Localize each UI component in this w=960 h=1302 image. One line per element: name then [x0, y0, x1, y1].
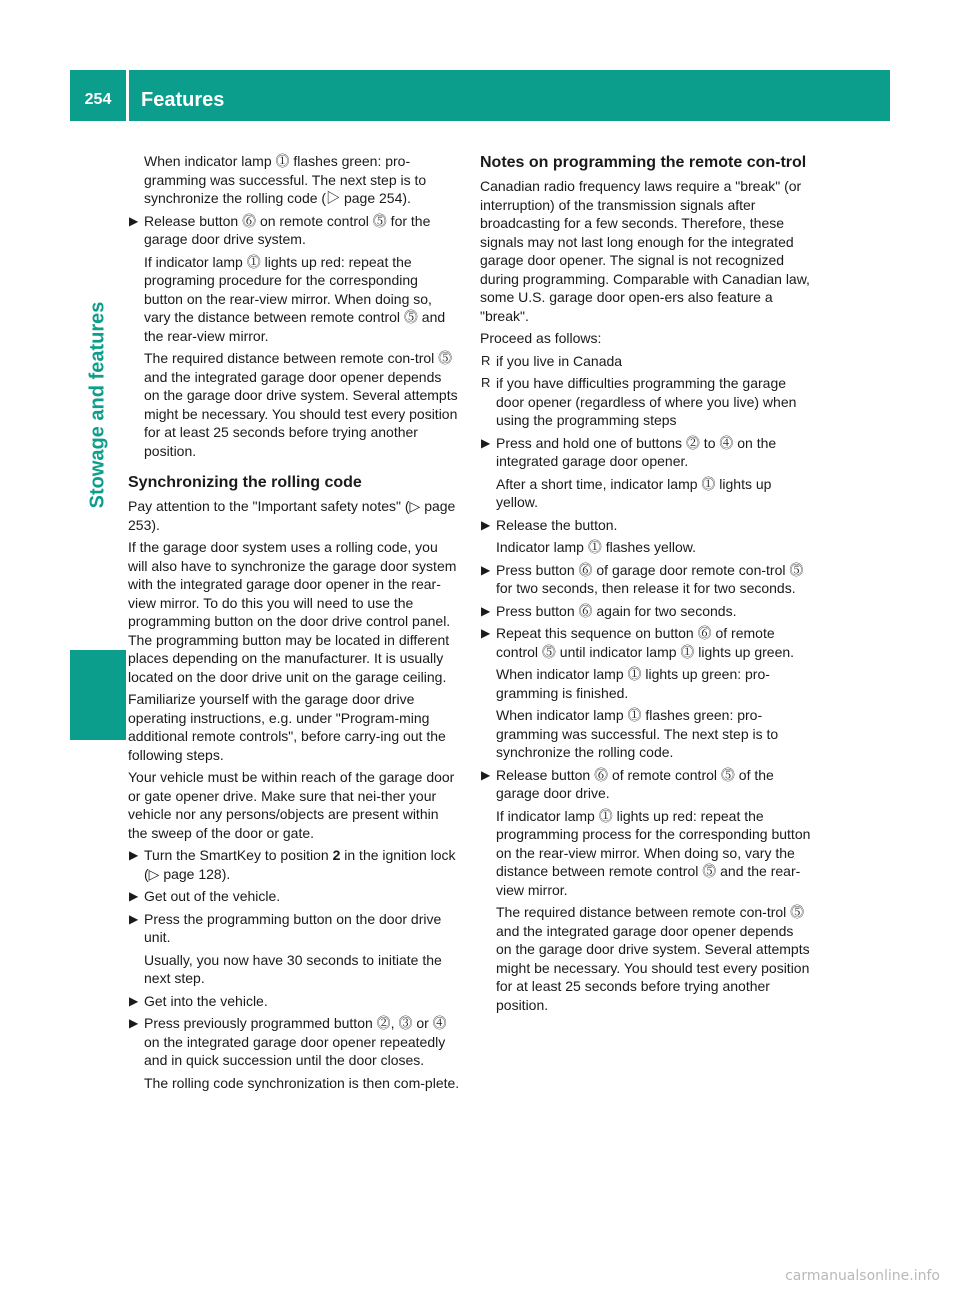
bullet-icon: R	[481, 375, 491, 390]
section-heading: Synchronizing the rolling code	[128, 474, 362, 491]
step-text: Press button ⓺ again for two seconds.	[496, 602, 737, 619]
continued-text: When indicator lamp ⓵ flashes green: pro-gramming was successful. The next step is to synchronize the rolling code (▷ page 254).	[144, 153, 427, 206]
page-title: Features	[141, 89, 225, 111]
page-number: 254	[84, 91, 112, 108]
section-side-tab	[70, 650, 126, 740]
paragraph: Canadian radio frequency laws require a "break" (or interruption) of the transmission signals after broadcasting for a few seconds. Therefore, these signals may not last long enough for the integrated garage door opener. The signal is not recognized during programming. Comparable with Canadian law, some U.S. garage door open-ers also feature a "break".	[480, 178, 810, 324]
step-item	[128, 212, 460, 249]
step-arrow-icon: ▶	[481, 562, 491, 577]
step-arrow-icon: ▶	[481, 626, 491, 640]
step-note: After a short time, indicator lamp ⓵ lights up yellow.	[496, 475, 772, 510]
step-note: Indicator lamp ⓵ flashes yellow.	[496, 539, 696, 555]
paragraph: Your vehicle must be within reach of the garage door or gate opener drive. Make sure that nei-ther your vehicle nor any persons/objects are present within the sweep of the door or gate.	[128, 769, 455, 841]
step-note: If indicator lamp ⓵ lights up red: repeat the programming process for the corresponding button on the rear-view mirror. When doing so, vary the distance between remote control ⓹ and the rear-view mirror.	[496, 807, 811, 898]
left-column	[128, 152, 460, 1096]
bullet-icon: R	[481, 352, 491, 368]
right-column	[480, 152, 812, 1018]
bullet-text: if you have difficulties programming the garage door opener (regardless of where you live) when using the programming steps	[496, 375, 797, 428]
step-text: Release the button.	[496, 516, 618, 533]
step-note: The rolling code synchronization is then com-plete.	[144, 1074, 460, 1091]
step-text-post: in the ignition lock (▷ page 128).	[144, 847, 456, 882]
watermark-text: carmanualsonline.info	[785, 1268, 940, 1284]
step-note: The required distance between remote con-trol ⓹ and the integrated garage door opener depends on the garage door drive system. Several attempts might be necessary. You should test every position for at least 25 seconds before trying another position.	[144, 350, 458, 459]
step-note: When indicator lamp ⓵ lights up green: pro-gramming is finished.	[496, 666, 770, 701]
paragraph: Proceed as follows:	[480, 330, 602, 346]
paragraph: Familiarize yourself with the garage door drive operating instructions, e.g. under "Program-ming additional remote controls", before carry-ing out the following steps.	[128, 691, 446, 763]
step-item	[480, 624, 812, 661]
step-text: Release button ⓺ of remote control ⓹ of the garage door drive.	[496, 766, 774, 801]
step-text: Get into the vehicle.	[144, 992, 268, 1009]
step-item	[480, 516, 812, 535]
section-heading: Notes on programming the remote con-trol	[480, 154, 807, 171]
step-arrow-icon: ▶	[129, 889, 139, 903]
step-item	[128, 1014, 460, 1070]
step-item	[128, 887, 460, 906]
step-item	[128, 910, 460, 947]
step-item	[480, 766, 812, 803]
step-arrow-icon: ▶	[481, 603, 491, 618]
paragraph: Pay attention to the "Important safety notes" (▷ page 253).	[128, 498, 456, 533]
step-note: The required distance between remote con-trol ⓹ and the integrated garage door opener depends on the garage door drive system. Several attempts might be necessary. You should test every position for at least 25 seconds before trying another position.	[496, 904, 810, 1013]
step-item	[480, 602, 812, 621]
bullet-item	[480, 352, 812, 371]
step-text-pre: Turn the SmartKey to position	[144, 847, 333, 863]
step-text: Get out of the vehicle.	[144, 888, 281, 904]
step-arrow-icon: ▶	[481, 767, 491, 782]
step-arrow-icon: ▶	[129, 848, 139, 862]
step-text: Press previously programmed button ⓶, ⓷ or ⓸ on the integrated garage door opener repeatedly and in quick succession until the door closes.	[144, 1015, 447, 1068]
step-item	[128, 846, 460, 883]
step-note: Usually, you now have 30 seconds to initiate the next step.	[144, 951, 442, 986]
step-item	[480, 434, 812, 471]
section-side-label: Stowage and features	[86, 301, 109, 509]
step-arrow-icon: ▶	[129, 213, 139, 228]
step-arrow-icon: ▶	[129, 993, 139, 1008]
step-text: Press button ⓺ of garage door remote con-trol ⓹ for two seconds, then release it for two seconds.	[496, 561, 804, 596]
step-text: Press and hold one of buttons ⓶ to ⓸ on the integrated garage door opener.	[496, 434, 777, 469]
step-item	[128, 992, 460, 1011]
step-arrow-icon: ▶	[129, 1016, 139, 1030]
step-item	[480, 561, 812, 598]
step-arrow-icon: ▶	[129, 911, 139, 926]
step-text: Repeat this sequence on button ⓺ of remote control ⓹ until indicator lamp ⓵ lights up green.	[496, 625, 795, 660]
header-divider	[126, 70, 129, 121]
step-arrow-icon: ▶	[481, 517, 491, 532]
step-note: When indicator lamp ⓵ flashes green: pro-gramming was successful. The next step is to synchronize the rolling code.	[496, 707, 779, 760]
ignition-position: 2	[332, 847, 341, 863]
step-note: If indicator lamp ⓵ lights up red: repeat the programing procedure for the corresponding button on the rear-view mirror. When doing so, vary the distance between remote control ⓹ and the rear-view mirror.	[144, 253, 446, 344]
step-text: Press the programming button on the door drive unit.	[144, 910, 442, 945]
step-text: Release button ⓺ on remote control ⓹ for the garage door drive system.	[144, 212, 431, 247]
bullet-item	[480, 374, 812, 430]
paragraph: If the garage door system uses a rolling code, you will also have to synchronize the garage door system with the integrated garage door opener in the rear-view mirror. To do this you will need to use the programming button on the door drive control panel. The programming button may be located in different places depending on the manufacturer. It is usually located on the door drive unit on the garage ceiling.	[128, 539, 457, 685]
bullet-text: if you live in Canada	[496, 352, 623, 369]
step-arrow-icon: ▶	[481, 435, 491, 450]
